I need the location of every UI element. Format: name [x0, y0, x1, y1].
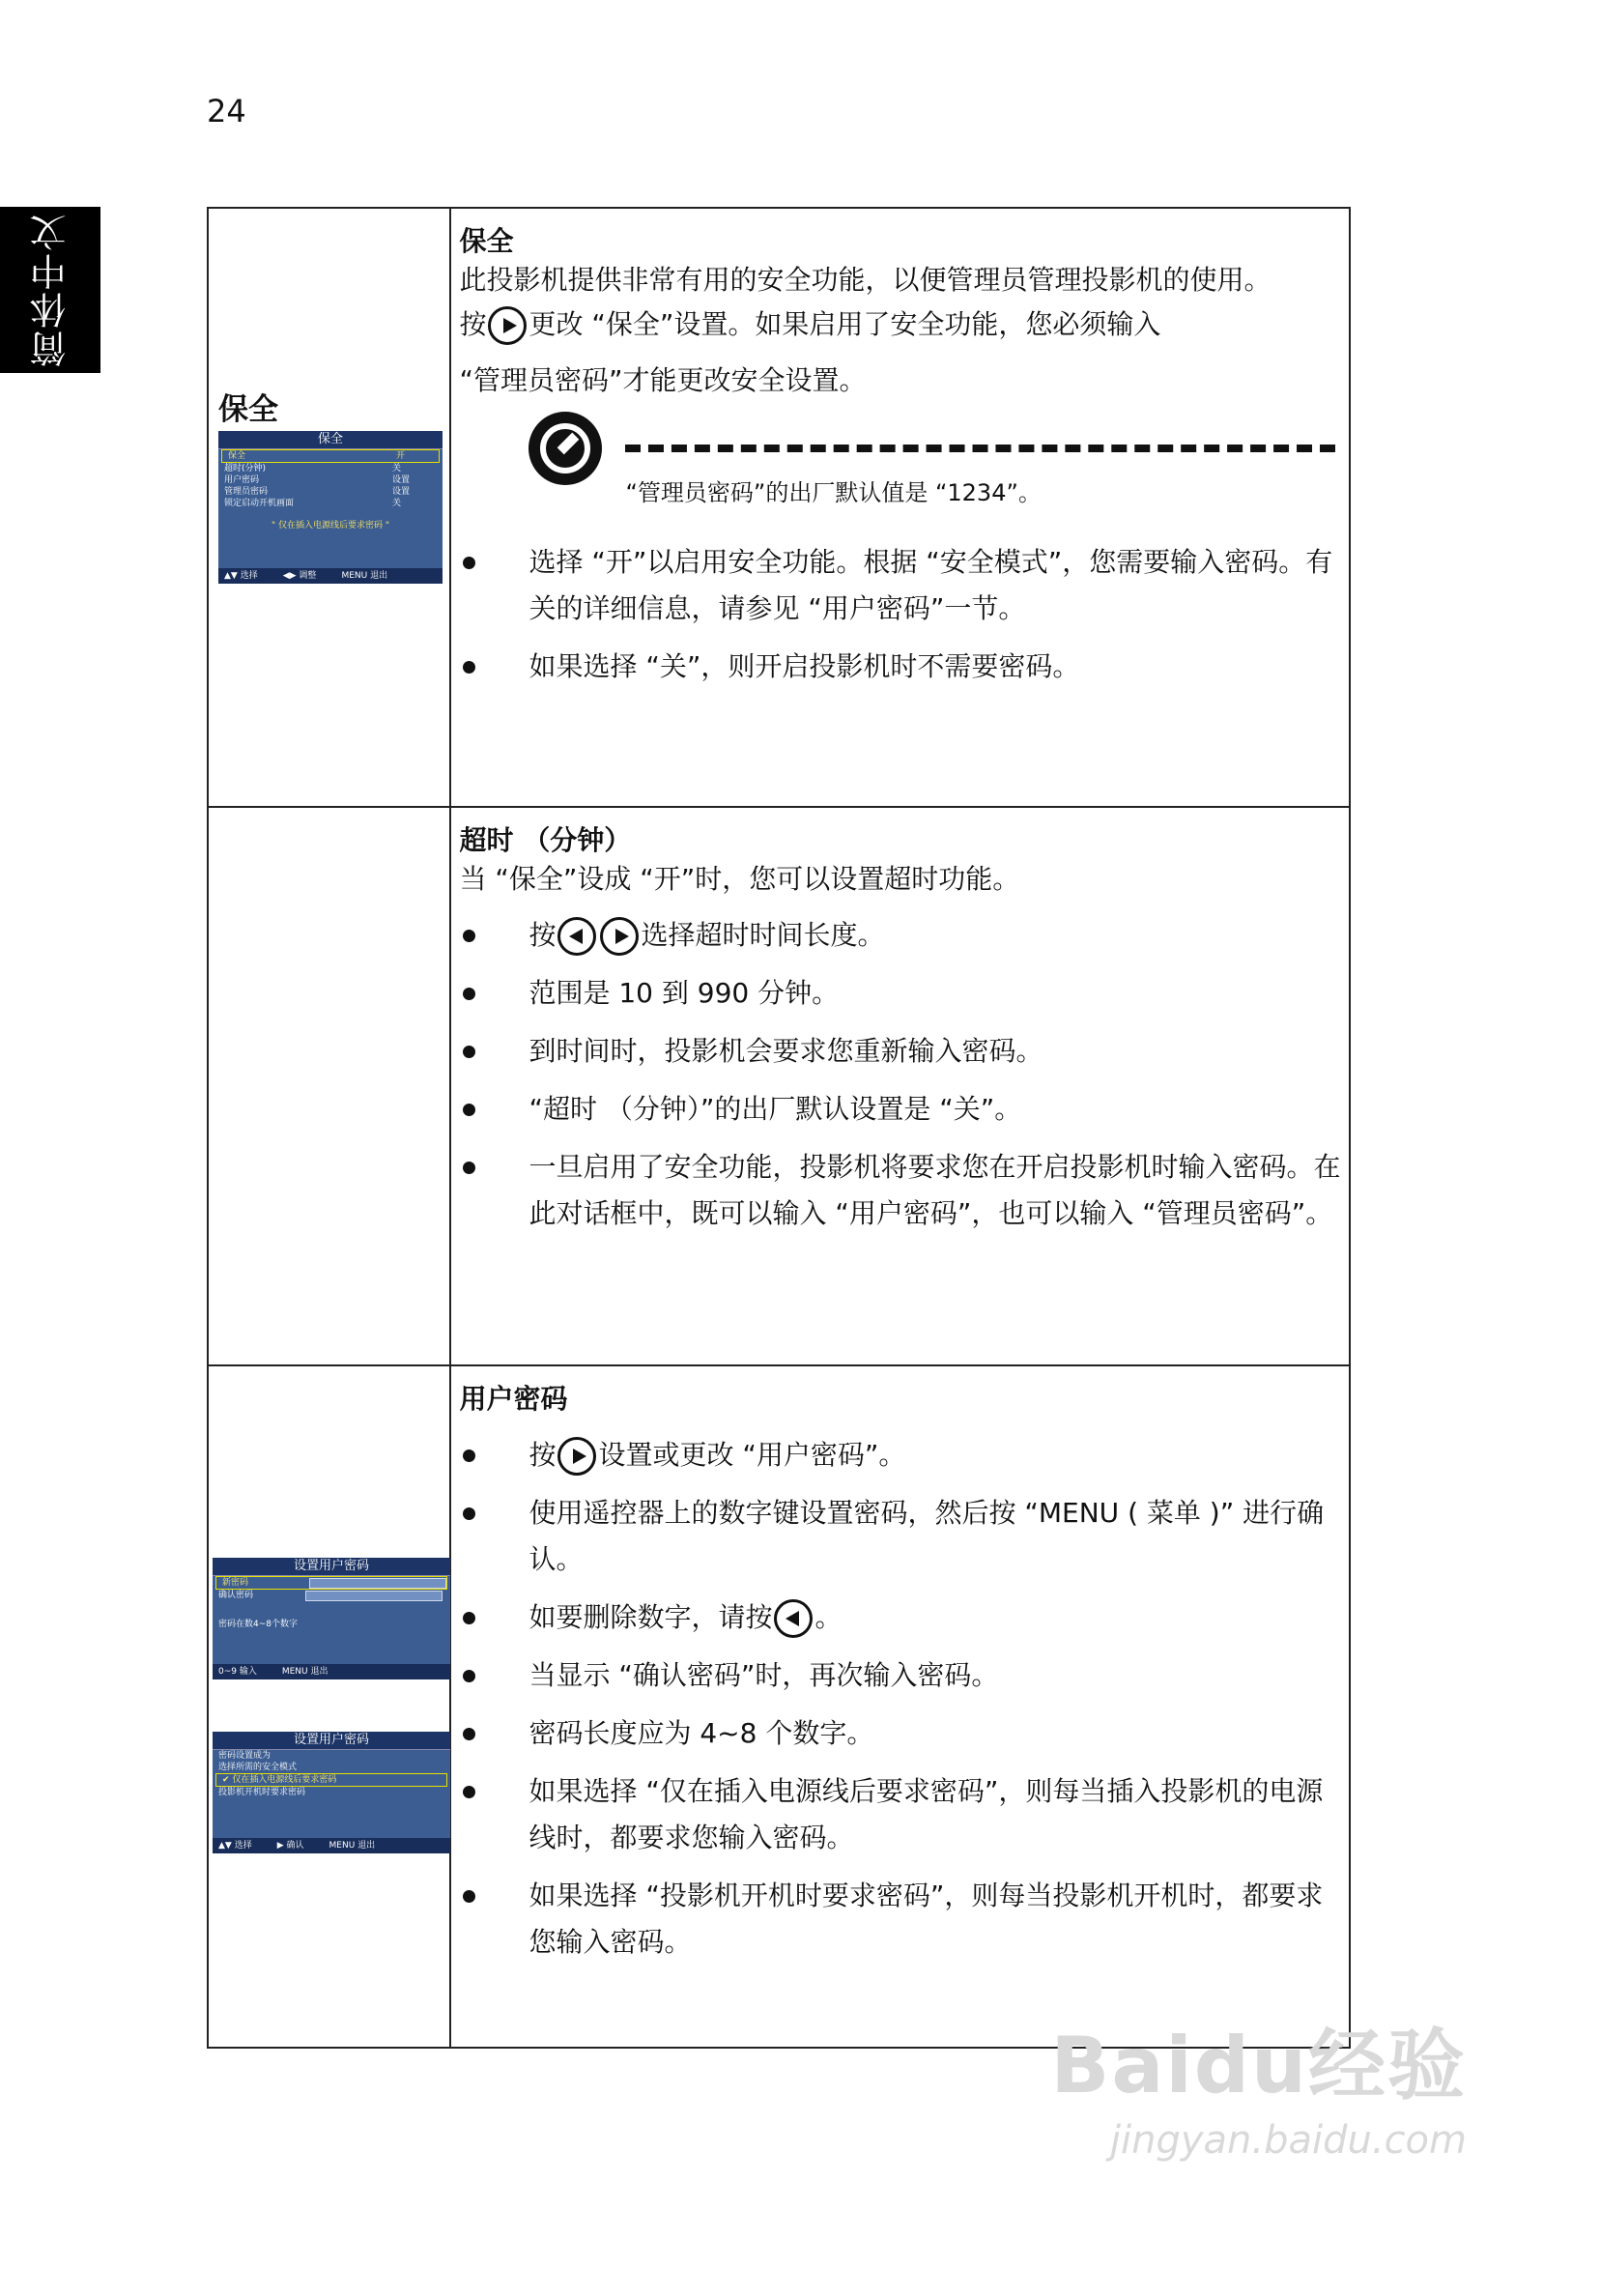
- note-box: [459, 408, 1341, 528]
- osd-set-password-title: 设置用户密码: [213, 1558, 450, 1576]
- list-item: 范围是 10 到 990 分钟。: [459, 970, 1341, 1017]
- osd-security-row: 用户密码 设置: [224, 475, 411, 485]
- osd-mode-row: 选择所需的安全模式: [218, 1763, 298, 1772]
- osd-mode-row: 密码设置成为: [218, 1751, 271, 1761]
- row-user-password: [208, 1365, 1350, 2048]
- list-item: “超时 （分钟）”的出厂默认设置是 “关”。: [459, 1086, 1341, 1133]
- security-instruction-2: “管理员密码”才能更改安全设置。: [459, 364, 867, 396]
- right-arrow-button-icon: [557, 1437, 596, 1476]
- note-divider: [625, 445, 1335, 452]
- right-arrow-button-icon: [488, 306, 527, 345]
- list-item: 如果选择 “仅在插入电源线后要求密码”，则每当插入投影机的电源线时，都要求您输入密码。: [459, 1768, 1341, 1861]
- security-left-title: 保全: [218, 392, 278, 427]
- security-bullets: [459, 539, 1341, 690]
- list-item: 选择 “开”以启用安全功能。根据 “安全模式”，您需要输入密码。有关的详细信息，请参见 “用户密码”一节。: [459, 539, 1341, 632]
- left-arrow-button-icon: [557, 917, 596, 956]
- osd-set-password-footer: 0~9 输入 MENU 退出: [213, 1664, 450, 1679]
- security-instruction: 按 更改 “保全”设置。如果启用了安全功能，您必须输入: [459, 303, 1341, 346]
- list-item: 使用遥控器上的数字键设置密码，然后按 “MENU ( 菜单 )” 进行确认。: [459, 1490, 1341, 1583]
- osd-security-message: " 仅在插入电源线后要求密码 ": [271, 521, 389, 531]
- osd-password-row: 新密码: [215, 1576, 447, 1590]
- osd-security-row: 锁定启动开机画面 关: [224, 499, 402, 508]
- timeout-left-cell: [208, 807, 450, 1365]
- osd-security-title: 保全: [218, 431, 443, 449]
- user-password-title: 用户密码: [459, 1383, 568, 1415]
- list-item: 按 设置或更改 “用户密码”。: [459, 1432, 1341, 1478]
- list-item: 密码长度应为 4~8 个数字。: [459, 1710, 1341, 1757]
- osd-mode-row: ✔ 仅在插入电源线后要求密码: [215, 1773, 447, 1787]
- security-intro: 此投影机提供非常有用的安全功能，以便管理员管理投影机的使用。: [459, 264, 1271, 296]
- list-item: 当显示 “确认密码”时，再次输入密码。: [459, 1652, 1341, 1699]
- security-title: 保全: [459, 225, 514, 257]
- list-item: 到时间时，投影机会要求您重新输入密码。: [459, 1028, 1341, 1075]
- osd-security-row: 管理员密码 设置: [224, 487, 411, 497]
- list-item: 一旦启用了安全功能，投影机将要求您在开启投影机时输入密码。在此对话框中，既可以输入 “用户密码”，也可以输入 “管理员密码”。: [459, 1144, 1341, 1237]
- osd-password-mode-footer: ▲▼ 选择 ▶ 确认 MENU 退出: [213, 1838, 450, 1853]
- osd-password-hint: 密码在数4~8个数字: [218, 1620, 298, 1629]
- watermark-site: jingyan.baidu.com: [1109, 2118, 1467, 2163]
- row-timeout: [208, 807, 1350, 1365]
- osd-security-menu: [218, 431, 443, 584]
- user-password-left-cell: [208, 1365, 450, 2048]
- list-item: 如要删除数字，请按 。: [459, 1594, 1341, 1641]
- right-arrow-button-icon: [600, 917, 639, 956]
- security-content-cell: [450, 208, 1350, 807]
- osd-set-password-menu: [213, 1558, 450, 1679]
- timeout-title: 超时 （分钟）: [459, 824, 632, 856]
- list-item: 按 选择超时时间长度。: [459, 912, 1341, 959]
- user-password-content-cell: [450, 1365, 1350, 2048]
- language-tab: [0, 207, 100, 373]
- timeout-bullets: [459, 912, 1341, 1237]
- list-item: 如果选择 “关”，则开启投影机时不需要密码。: [459, 644, 1341, 690]
- timeout-content-cell: [450, 807, 1350, 1365]
- osd-security-row: 保全 开: [221, 449, 440, 463]
- osd-mode-row: 投影机开机时要求密码: [218, 1788, 306, 1797]
- row-security: [208, 208, 1350, 807]
- osd-password-mode-menu: [213, 1732, 450, 1853]
- baidu-watermark: [1050, 2003, 1467, 2163]
- osd-security-footer: ▲▼ 选择 ◀▶ 调整 MENU 退出: [218, 568, 443, 584]
- language-tab-label: 简体中文: [29, 213, 72, 367]
- security-left-cell: [208, 208, 450, 807]
- timeout-intro: 当 “保全”设成 “开”时，您可以设置超时功能。: [459, 863, 1020, 895]
- left-arrow-button-icon: [774, 1599, 813, 1638]
- osd-password-mode-title: 设置用户密码: [213, 1732, 450, 1750]
- osd-security-row: 超时(分钟) 关: [224, 464, 402, 474]
- page-number: 24: [207, 93, 246, 129]
- osd-password-row: 确认密码: [213, 1590, 450, 1601]
- user-password-bullets: [459, 1432, 1341, 1966]
- watermark-brand: Baidu经验: [1050, 2021, 1467, 2110]
- note-text: “管理员密码”的出厂默认值是 “1234”。: [625, 479, 1042, 506]
- list-item: 如果选择 “投影机开机时要求密码”，则每当投影机开机时，都要求您输入密码。: [459, 1873, 1341, 1966]
- note-icon: [529, 412, 602, 485]
- spec-table: [207, 207, 1351, 2049]
